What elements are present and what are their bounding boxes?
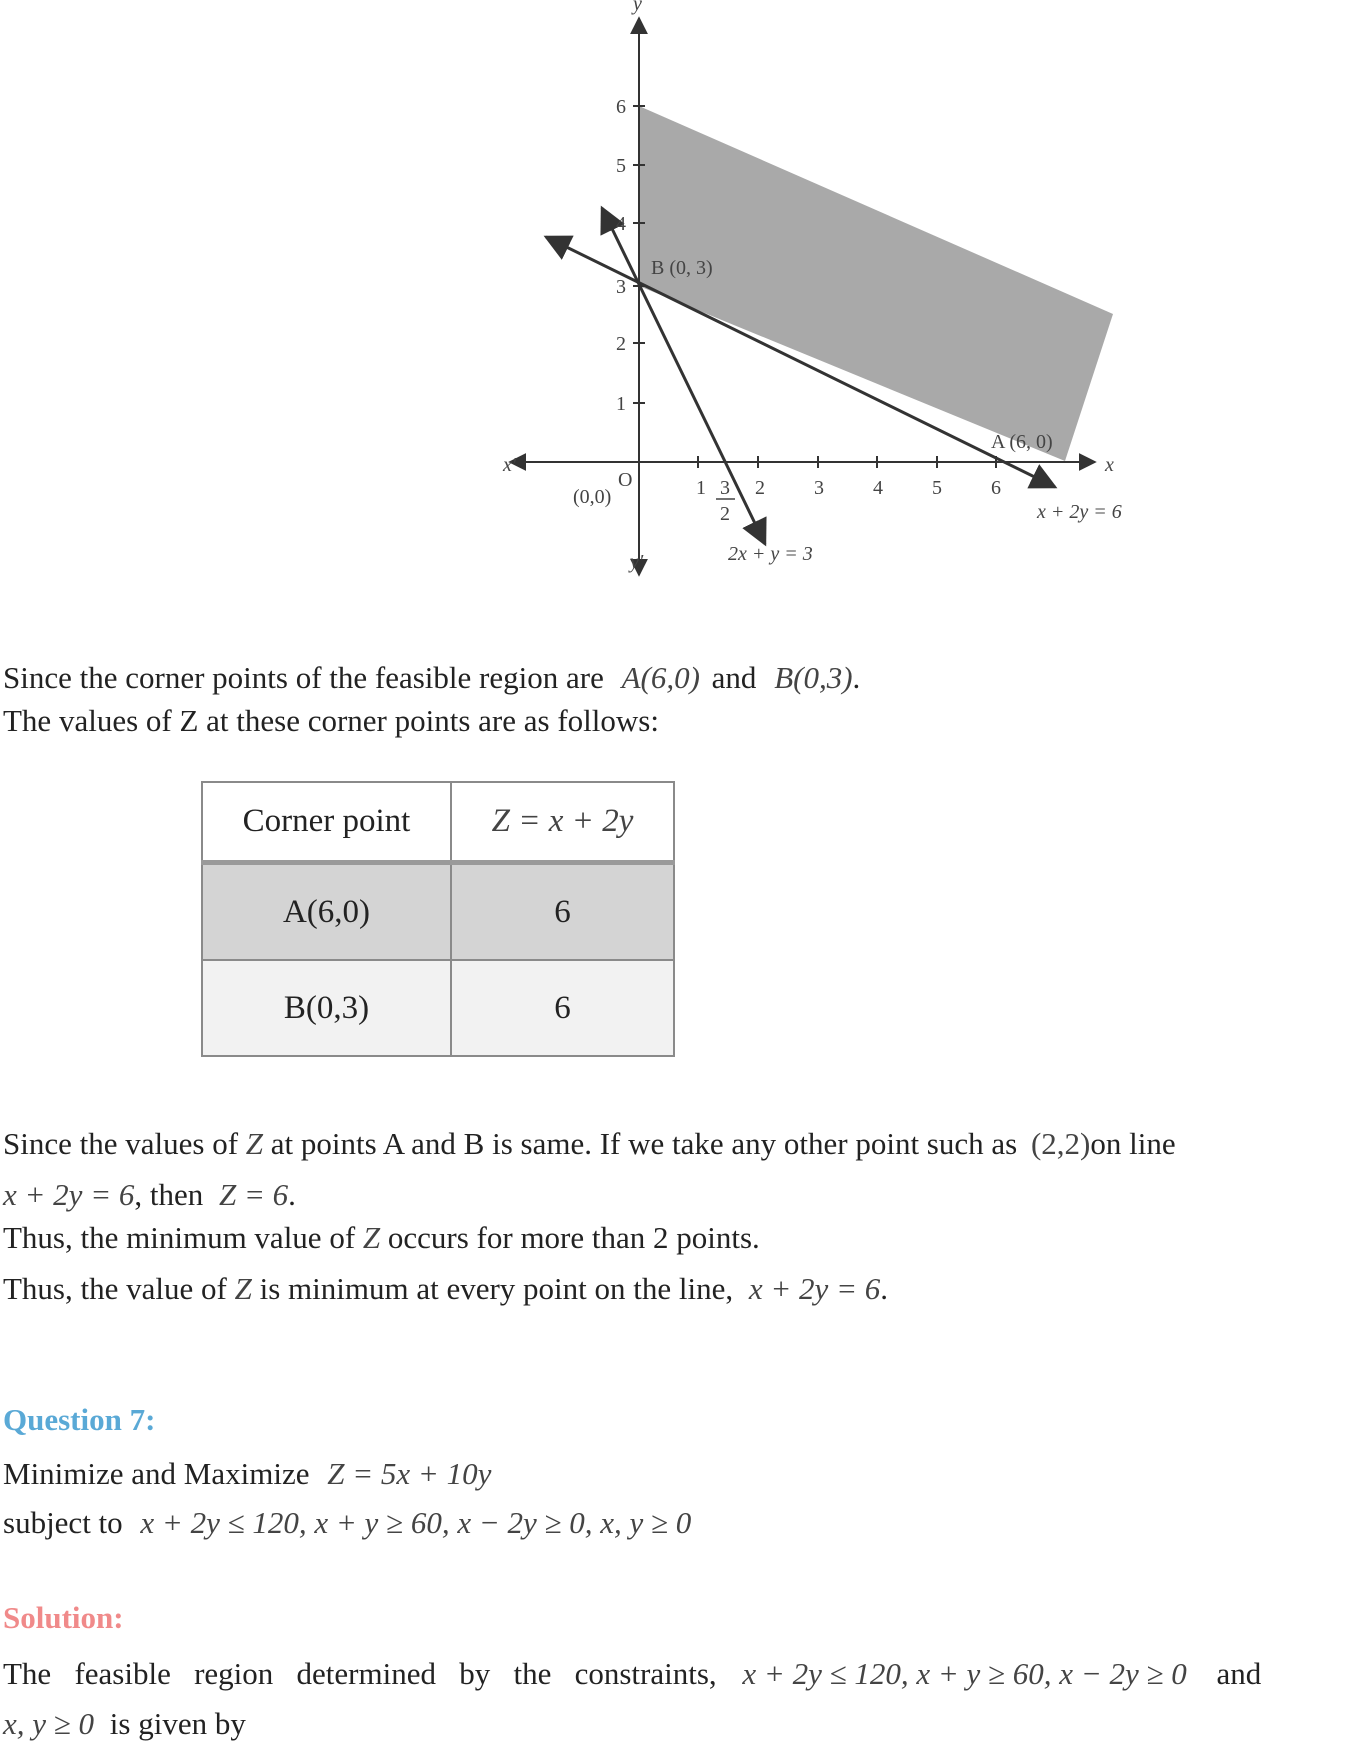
text: is minimum at every point on the line,	[259, 1271, 734, 1306]
origin-coord: (0,0)	[573, 486, 612, 508]
y-tick-label: 2	[616, 333, 626, 355]
x-axis-label: x	[1105, 454, 1114, 476]
table-header: Z = x + 2y	[451, 782, 674, 863]
text: .	[852, 660, 861, 695]
text: is given by	[109, 1706, 246, 1741]
table-header: Corner point	[202, 782, 451, 863]
text: Minimize and Maximize	[3, 1456, 310, 1491]
table-row	[202, 863, 674, 961]
table-row	[202, 960, 674, 1056]
math-constraints: x + 2y ≤ 120, x + y ≥ 60, x − 2y ≥ 0, x, y ≥ 0	[140, 1505, 692, 1540]
text: and	[1216, 1656, 1262, 1691]
point-b-label: B (0, 3)	[651, 257, 713, 279]
table-cell: 6	[451, 863, 674, 961]
line2-label: 2x + y = 3	[728, 543, 813, 565]
x-tick-label: 4	[873, 477, 883, 499]
point-a-label: A (6, 0)	[991, 431, 1053, 453]
question-line2	[3, 1507, 691, 1538]
text: Thus, the value of	[3, 1271, 227, 1306]
y-tick-label: 3	[616, 276, 626, 298]
math-point: (2,2)	[1030, 1126, 1091, 1161]
solution-heading: Solution:	[3, 1600, 124, 1635]
math-constraints: x + 2y ≤ 120, x + y ≥ 60, x − 2y ≥ 0	[742, 1656, 1187, 1691]
para1-line1	[3, 662, 860, 693]
math-point-a: A(6,0)	[621, 660, 700, 695]
x-neg-label: x′	[503, 454, 517, 476]
y-axis-label: y	[633, 0, 642, 15]
y-tick-label: 4	[616, 213, 626, 235]
y-tick-label: 5	[616, 155, 626, 177]
para2-line2	[3, 1179, 296, 1210]
y-tick-label: 1	[616, 393, 626, 415]
y-tick-label: 6	[616, 96, 626, 118]
text: Since the values of	[3, 1126, 239, 1161]
text: , then	[134, 1177, 204, 1212]
origin-label: O	[618, 469, 633, 491]
x-tick-label: 6	[991, 477, 1001, 499]
math-z: Z	[245, 1126, 264, 1161]
x-tick-label: 5	[932, 477, 942, 499]
fraction-denominator: 2	[720, 503, 730, 525]
para2-line1	[3, 1128, 1176, 1159]
text: The feasible region determined by the constraints,	[3, 1656, 717, 1691]
text: occurs for more than 2 points.	[387, 1220, 760, 1255]
para1-line2: The values of Z at these corner points are as follows:	[3, 703, 659, 738]
fraction-numerator: 3	[720, 477, 730, 499]
feasible-region-shade	[639, 106, 1113, 461]
text: and	[711, 660, 757, 695]
x-tick-label: 3	[814, 477, 824, 499]
para2-line4	[3, 1273, 888, 1304]
math-point-b: B(0,3)	[774, 660, 853, 695]
math-z: Z	[234, 1271, 252, 1306]
math-z-value: Z = 6	[218, 1177, 289, 1212]
math-z: Z	[362, 1220, 381, 1255]
x-tick-label: 1	[696, 477, 706, 499]
x-tick-label: 2	[755, 477, 765, 499]
line1-label: x + 2y = 6	[1037, 501, 1122, 523]
math-nonneg: x, y ≥ 0	[3, 1706, 95, 1741]
y-neg-label: y′	[630, 551, 644, 573]
solution-line1	[3, 1658, 1261, 1689]
table-cell: B(0,3)	[202, 960, 451, 1056]
text: subject to	[3, 1505, 123, 1540]
math-objective: Z = 5x + 10y	[327, 1456, 492, 1491]
table-header-row	[202, 782, 674, 863]
question-line1	[3, 1458, 491, 1489]
math-equation: x + 2y = 6	[3, 1177, 135, 1212]
text: .	[880, 1271, 888, 1306]
table-cell: A(6,0)	[202, 863, 451, 961]
text: at points A and B is same. If we take any other point such as	[270, 1126, 1018, 1161]
text: Since the corner points of the feasible region are	[3, 660, 604, 695]
text: on line	[1090, 1126, 1176, 1161]
solution-line2	[3, 1708, 246, 1739]
corner-points-table	[201, 781, 675, 1057]
para2-line3	[3, 1222, 760, 1253]
text: Thus, the minimum value of	[3, 1220, 356, 1255]
math-equation: x + 2y = 6	[748, 1271, 881, 1306]
question-heading: Question 7:	[3, 1402, 156, 1437]
text: .	[288, 1177, 296, 1212]
feasible-region-graph	[0, 0, 1353, 590]
table-cell: 6	[451, 960, 674, 1056]
